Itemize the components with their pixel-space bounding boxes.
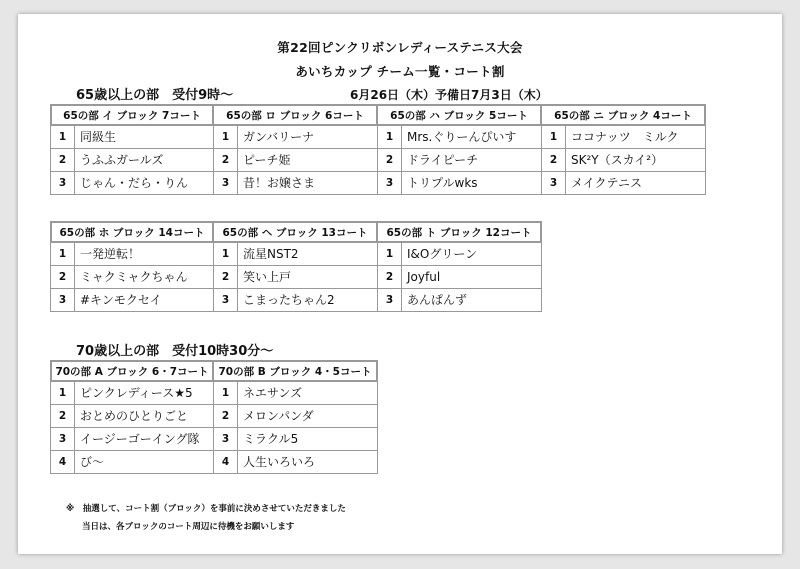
team-row [214, 451, 378, 474]
block-table [214, 104, 378, 195]
team-number: 4 [51, 451, 75, 473]
team-row [50, 405, 214, 428]
block-table [214, 221, 378, 312]
block-header: 65の部 ホ ブロック 14コート [50, 221, 214, 243]
team-name: ドライピーチ [407, 153, 479, 167]
team-row [378, 126, 542, 149]
team-row [50, 428, 214, 451]
document-subtitle: あいちカップ チーム一覧・コート割 [295, 64, 505, 79]
team-number: 1 [542, 126, 566, 148]
team-name: 一発逆転！ [80, 247, 141, 261]
block-table [50, 360, 214, 474]
team-row [214, 382, 378, 405]
block-table [50, 104, 214, 195]
block-table [378, 104, 542, 195]
team-row [378, 149, 542, 172]
team-number: 3 [214, 172, 238, 194]
team-name: ネエサンズ [243, 386, 303, 400]
block-header: 70の部 A ブロック 6・7コート [50, 360, 214, 382]
team-number: 1 [378, 126, 402, 148]
team-row [214, 149, 378, 172]
team-name: じゃん・だら・りん [80, 176, 189, 190]
team-name: トリプルwks [407, 176, 478, 190]
team-name: ピーチ姫 [243, 153, 291, 167]
team-number: 2 [51, 405, 75, 427]
team-number: 1 [378, 243, 402, 265]
section-70-heading: 70歳以上の部 受付10時30分～ [76, 344, 274, 359]
team-number: 2 [378, 266, 402, 288]
block-header: 65の部 ト ブロック 12コート [378, 221, 542, 243]
team-name: おとめのひとりごと [80, 409, 189, 423]
event-date: 6月26日（木）予備日7月3日（木） [350, 88, 548, 102]
team-name: ココナッツ ミルク [571, 130, 679, 144]
team-name: あんぱんず [407, 293, 468, 307]
team-number: 1 [51, 243, 75, 265]
team-number: 1 [214, 382, 238, 404]
team-row [50, 126, 214, 149]
team-name: イージーゴーイング隊 [80, 432, 200, 446]
block-table [214, 360, 378, 474]
note-line-2: 当日は、各ブロックのコート周辺に待機をお願いします [82, 522, 295, 532]
team-row [214, 172, 378, 195]
team-number: 2 [542, 149, 566, 171]
team-row [378, 266, 542, 289]
team-row [50, 266, 214, 289]
team-number: 1 [51, 382, 75, 404]
team-name: メロンパンダ [243, 409, 314, 423]
block-header: 65の部 イ ブロック 7コート [50, 104, 214, 126]
document-title: 第22回ピンクリボンレディーステニス大会 [277, 40, 523, 55]
team-row [378, 243, 542, 266]
team-name: ガンバリーナ [243, 130, 315, 144]
block-header: 65の部 ヘ ブロック 13コート [214, 221, 378, 243]
section-65-heading: 65歳以上の部 受付9時～ [76, 88, 234, 103]
team-number: 3 [378, 172, 402, 194]
team-row [50, 243, 214, 266]
block-table [50, 221, 214, 312]
team-row [542, 172, 706, 195]
team-name: ピンクレディース★5 [80, 386, 193, 400]
team-row [50, 451, 214, 474]
team-row [378, 172, 542, 195]
team-number: 1 [214, 243, 238, 265]
team-name: 人生いろいろ [243, 455, 316, 469]
team-row [542, 126, 706, 149]
team-row [50, 289, 214, 312]
team-number: 3 [542, 172, 566, 194]
team-name: ミャクミャクちゃん [80, 270, 188, 284]
team-number: 2 [378, 149, 402, 171]
team-row [214, 405, 378, 428]
team-name: 流星NST2 [243, 247, 299, 261]
team-row [214, 243, 378, 266]
team-name: メイクテニス [571, 176, 643, 190]
block-group-65-second [50, 221, 542, 312]
team-number: 2 [214, 149, 238, 171]
team-number: 3 [214, 289, 238, 311]
team-name: Joyful [407, 270, 441, 284]
team-number: 3 [51, 289, 75, 311]
block-header: 65の部 ハ ブロック 5コート [378, 104, 542, 126]
team-number: 2 [51, 266, 75, 288]
block-group-65-first [50, 104, 706, 195]
team-number: 3 [378, 289, 402, 311]
team-row [214, 289, 378, 312]
team-name: SK²Y（スカイ²） [571, 153, 664, 167]
block-header: 70の部 B ブロック 4・5コート [214, 360, 378, 382]
block-table [378, 221, 542, 312]
block-group-70 [50, 360, 378, 474]
team-row [50, 149, 214, 172]
block-table [542, 104, 706, 195]
team-row [378, 289, 542, 312]
team-number: 1 [51, 126, 75, 148]
team-number: 1 [214, 126, 238, 148]
team-number: 2 [51, 149, 75, 171]
team-name: I&Oグリーン [407, 247, 478, 261]
team-number: 2 [214, 266, 238, 288]
team-row [214, 266, 378, 289]
team-row [50, 172, 214, 195]
team-name: 昔！お嬢さま [243, 176, 316, 190]
team-name: び～ [80, 455, 105, 469]
team-row [542, 149, 706, 172]
team-row [214, 428, 378, 451]
block-header: 65の部 ニ ブロック 4コート [542, 104, 706, 126]
team-name: Mrs.ぐりーんぴいす [407, 130, 517, 144]
team-number: 3 [51, 172, 75, 194]
block-header: 65の部 ロ ブロック 6コート [214, 104, 378, 126]
team-name: ミラクル5 [243, 432, 299, 446]
team-number: 4 [214, 451, 238, 473]
team-name: 同級生 [80, 130, 117, 144]
team-name: うふふガールズ [80, 153, 164, 167]
team-name: #キンモクセイ [80, 293, 162, 307]
team-number: 3 [51, 428, 75, 450]
team-number: 3 [214, 428, 238, 450]
team-row [50, 382, 214, 405]
team-name: 笑い上戸 [243, 270, 292, 284]
note-line-1: ※ 抽選して、コート割（ブロック）を事前に決めさせていただきました [66, 504, 346, 514]
team-number: 2 [214, 405, 238, 427]
team-row [214, 126, 378, 149]
team-name: こまったちゃん2 [243, 293, 335, 307]
